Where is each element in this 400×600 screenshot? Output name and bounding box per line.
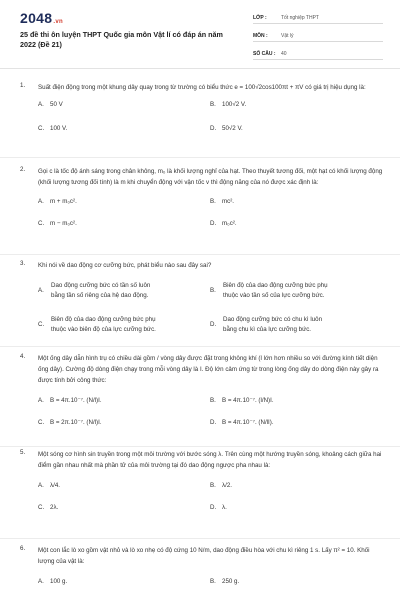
option-letter: D. (210, 419, 217, 426)
option-letter: A. (38, 101, 44, 108)
option-text: B = 4π.10⁻⁷. (N/l)I. (50, 397, 102, 404)
option-b[interactable] (210, 577, 239, 587)
meta-label: MÔN : (253, 32, 268, 39)
option-a[interactable] (38, 100, 63, 110)
option-letter: C. (38, 125, 45, 132)
option-text: 50 V (50, 101, 63, 108)
option-b[interactable] (210, 481, 232, 491)
option-letter: B. (210, 578, 216, 585)
option-text: 100 V. (50, 125, 68, 132)
option-letter: C. (38, 419, 45, 426)
option-letter: B. (210, 397, 216, 404)
option-letter: D. (210, 220, 217, 227)
question-divider (0, 254, 400, 255)
option-b[interactable] (210, 197, 234, 207)
exam-meta (253, 12, 383, 66)
document-header (0, 0, 400, 62)
option-letter: B. (210, 198, 216, 205)
option-text: Biên độ của dao động cưỡng bức phụ thuộc vào biên độ của lực cưỡng bức. (51, 316, 156, 333)
option-a[interactable] (38, 481, 60, 491)
question-number: 4. (20, 353, 26, 360)
option-c[interactable] (38, 315, 188, 339)
meta-row-count (253, 48, 383, 60)
question-5 (20, 449, 384, 521)
option-a[interactable] (38, 281, 188, 305)
option-letter: A. (38, 198, 44, 205)
question-number: 3. (20, 260, 26, 267)
option-group (38, 577, 384, 591)
question-number: 1. (20, 82, 26, 89)
site-logo[interactable] (20, 10, 63, 26)
question-number: 2. (20, 166, 26, 173)
question-4 (20, 353, 384, 436)
option-group (38, 100, 384, 140)
question-text: Gọi c là tốc độ ánh sáng trong chân không, m₀ là khối lượng nghỉ của hạt. Theo thuyết tương đối, một hạt có khối lượng động (khối lượng tương đối tính) là m khi chuyển động với vận tốc v thì động năng của nó được xác định là: (38, 168, 383, 186)
meta-label: LỚP : (253, 14, 267, 21)
question-text: Khi nói về dao động cơ cưỡng bức, phát biểu nào sau đây sai? (38, 262, 212, 269)
option-letter: C. (38, 504, 45, 511)
option-c[interactable] (38, 124, 67, 134)
question-2 (20, 166, 384, 237)
option-d[interactable] (210, 219, 237, 229)
option-letter: A. (38, 578, 44, 585)
option-text: mc². (222, 198, 235, 205)
option-a[interactable] (38, 577, 67, 587)
option-d[interactable] (210, 315, 360, 339)
question-text: Một con lắc lò xo gồm vật nhỏ và lò xo nhẹ có độ cứng 10 N/m, dao động điều hòa với chu kì riêng 1 s. Lấy π² = 10. Khối lượng của vật là: (38, 547, 370, 565)
option-b[interactable] (210, 100, 246, 110)
option-text: m + m₀c². (50, 198, 77, 205)
option-letter: D. (210, 125, 217, 132)
option-text: 50√2 V. (222, 125, 243, 132)
option-d[interactable] (210, 124, 243, 134)
option-c[interactable] (38, 418, 102, 428)
meta-row-subject (253, 30, 383, 42)
question-divider (0, 346, 400, 347)
option-text: B = 4π.10⁻⁷. (N/lI). (222, 419, 274, 426)
option-letter: B. (210, 482, 216, 489)
option-text: 100 g. (50, 578, 68, 585)
option-text: Biên độ của dao động cưỡng bức phụ thuộc vào tần số của lực cưỡng bức. (223, 282, 328, 299)
option-d[interactable] (210, 503, 227, 513)
option-c[interactable] (38, 503, 58, 513)
question-text: Suất điện động trong một khung dây quay trong từ trường có biểu thức e = 100√2cos100πt + πV có giá trị hiệu dụng là: (38, 84, 366, 91)
option-text: λ/4. (50, 482, 60, 489)
question-divider (0, 446, 400, 447)
logo-text: 2048 (20, 10, 53, 26)
option-b[interactable] (210, 281, 360, 305)
option-letter: D. (210, 504, 217, 511)
question-text: Một ống dây dẫn hình trụ có chiều dài gồm / vòng dây được đặt trong không khí (l lớn hơn nhiều so với đường kính tiết diện ống dây). Cường độ dòng điện chạy trong mỗi vòng dây là I. Độ lớn cảm ứng từ trong lòng ống dây do dòng điện này gây ra được tính bởi công thức: (38, 355, 379, 384)
meta-value: Vật lý (281, 32, 294, 39)
option-text: B = 4π.10⁻⁷. (l/N)I. (222, 397, 274, 404)
option-text: Dao động cưỡng bức có tần số luôn bằng tần số riêng của hệ dao động. (51, 282, 151, 299)
meta-row-class (253, 12, 383, 24)
question-3 (20, 260, 384, 345)
option-text: λ. (222, 504, 227, 511)
meta-label: SỐ CÂU : (253, 50, 276, 57)
question-text: Một sóng cơ hình sin truyền trong một môi trường với bước sóng λ. Trên cùng một hướng truyền sóng, khoảng cách giữa hai điểm gần nhau nhất mà phần tử của môi trường tại đó dao động ngược pha nhau là: (38, 451, 382, 469)
option-group (38, 197, 384, 237)
option-group (38, 396, 384, 436)
option-text: 2λ. (50, 504, 59, 511)
option-c[interactable] (38, 219, 77, 229)
question-1 (20, 82, 384, 140)
meta-value: Tốt nghiệp THPT (281, 14, 319, 21)
option-letter: B. (210, 101, 216, 108)
option-text: 250 g. (222, 578, 240, 585)
option-text: m − m₀c². (50, 220, 77, 227)
option-letter: C. (38, 321, 45, 328)
question-6 (20, 545, 384, 591)
option-a[interactable] (38, 396, 102, 406)
option-text: m₀c². (222, 220, 237, 227)
option-text: Dao động cưỡng bức có chu kì luôn bằng chu kì của lực cưỡng bức. (223, 316, 323, 333)
option-letter: D. (210, 321, 217, 328)
option-text: λ/2. (222, 482, 232, 489)
question-number: 6. (20, 545, 26, 552)
header-divider (0, 68, 400, 69)
option-group (38, 481, 384, 521)
option-text: 100√2 V. (222, 101, 247, 108)
option-a[interactable] (38, 197, 77, 207)
document-title: 25 đề thi ôn luyện THPT Quốc gia môn Vật lí có đáp án năm 2022 (Đề 21) (20, 30, 223, 49)
option-text: B = 2π.10⁻⁷. (N/l)I. (50, 419, 102, 426)
logo-suffix: .vn (53, 19, 63, 25)
option-letter: A. (38, 397, 44, 404)
question-number: 5. (20, 449, 26, 456)
option-letter: A. (38, 287, 44, 294)
option-letter: C. (38, 220, 45, 227)
option-letter: A. (38, 482, 44, 489)
option-group (38, 281, 384, 345)
option-d[interactable] (210, 418, 274, 428)
option-b[interactable] (210, 396, 274, 406)
question-divider (0, 157, 400, 158)
meta-value: 40 (281, 50, 287, 57)
question-divider (0, 538, 400, 539)
option-letter: B. (210, 287, 216, 294)
